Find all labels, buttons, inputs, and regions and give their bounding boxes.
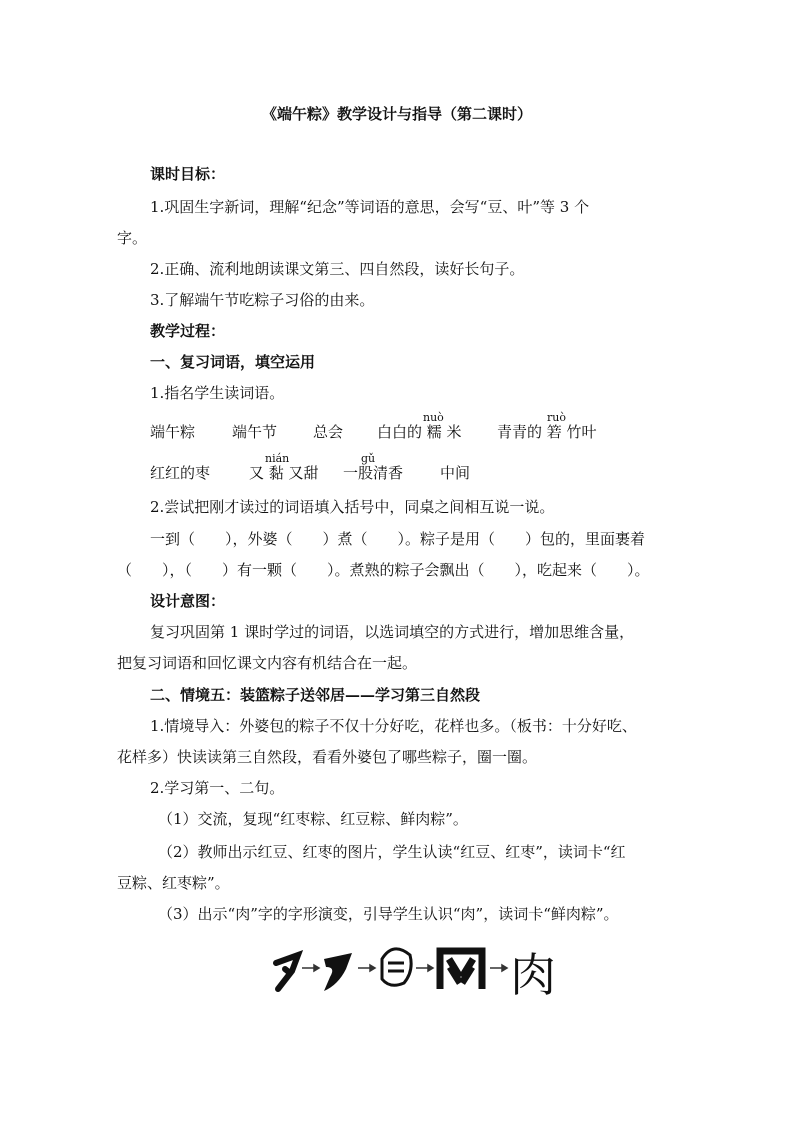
step-1: 1.指名学生读词语。 — [150, 384, 285, 402]
clerical-glyph — [440, 951, 482, 989]
word-item: 总会 — [313, 423, 344, 441]
section-2-heading: 二、情境五：装篮粽子送邻居——学习第三自然段 — [150, 686, 481, 704]
arrow-icon — [416, 965, 433, 971]
design-intent-text-cont: 把复习词语和回忆课文内容有机结合在一起。 — [117, 654, 418, 672]
word-item: 端午节 — [232, 423, 278, 441]
pinyin-gu: gǔ — [361, 452, 376, 465]
word-item: 白白的 糯 米 — [377, 423, 462, 441]
s2-step-2: 2.学习第一、二句。 — [150, 779, 285, 797]
pinyin-nuo: nuò — [423, 411, 444, 424]
goals-heading: 课时目标： — [150, 165, 226, 183]
word-item: 红红的枣 — [150, 464, 211, 482]
fill-blank-line-2: （ ），（ ）有一颗（ ）。煮熟的粽子会飘出（ ），吃起来（ ）。 — [117, 561, 650, 579]
goal-item-1: 1.巩固生字新词，理解“纪念”等词语的意思，会写“豆、叶”等 3 个 — [150, 198, 590, 216]
arrow-icon — [358, 965, 375, 971]
s2-step-1-cont: 花样多）快读读第三自然段，看看外婆包了哪些粽子，圈一圈。 — [117, 748, 538, 766]
pinyin-nian: nián — [265, 452, 290, 465]
sub-step-2-cont: 豆粽、红枣粽”。 — [117, 874, 230, 892]
design-intent-text: 复习巩固第 1 课时学过的词语，以选词填空的方式进行，增加思维含量， — [150, 623, 635, 641]
word-item: 又 黏 又甜 — [249, 464, 319, 482]
sub-step-1: （1）交流，复现“红枣粽、红豆粽、鲜肉粽”。 — [158, 810, 468, 828]
sub-step-2: （2）教师出示红豆、红枣的图片，学生认读“红豆、红枣”，读词卡“红 — [158, 843, 626, 861]
design-intent-heading: 设计意图： — [150, 592, 226, 610]
sub-step-3: （3）出示“肉”字的字形演变，引导学生认识“肉”，读词卡“鲜肉粽”。 — [158, 905, 619, 923]
bronze-glyph — [324, 953, 352, 991]
regular-script-glyph: 肉 — [510, 948, 556, 1001]
word-item: 青青的 箬 竹叶 — [497, 423, 597, 441]
goal-item-2: 2.正确、流利地朗读课文第三、四自然段，读好长句子。 — [150, 260, 525, 278]
process-heading: 教学过程： — [150, 322, 226, 340]
step-2: 2.尝试把刚才读过的词语填入括号中，同桌之间相互说一说。 — [150, 498, 555, 516]
oracle-bone-glyph — [276, 955, 298, 989]
s2-step-1: 1.情境导入：外婆包的粽子不仅十分好吃，花样也多。（板书：十分好吃、 — [150, 717, 637, 735]
word-item: 端午粽 — [150, 423, 196, 441]
document-title: 《端午粽》教学设计与指导（第二课时） — [261, 105, 532, 123]
arrow-icon — [490, 965, 507, 971]
arrow-icon — [302, 965, 319, 971]
word-item: 一股清香 — [343, 464, 404, 482]
word-item: 中间 — [440, 464, 471, 482]
glyph-evolution-figure — [268, 933, 568, 1001]
goal-item-1-cont: 字。 — [117, 229, 148, 247]
seal-glyph — [382, 949, 411, 985]
goal-item-3: 3.了解端午节吃粽子习俗的由来。 — [150, 291, 375, 309]
fill-blank-line-1: 一到（ ），外婆（ ）煮（ ）。粽子是用（ ）包的，里面裹着 — [150, 530, 646, 548]
section-1-heading: 一、复习词语，填空运用 — [150, 353, 316, 371]
pinyin-ruo: ruò — [547, 411, 566, 424]
